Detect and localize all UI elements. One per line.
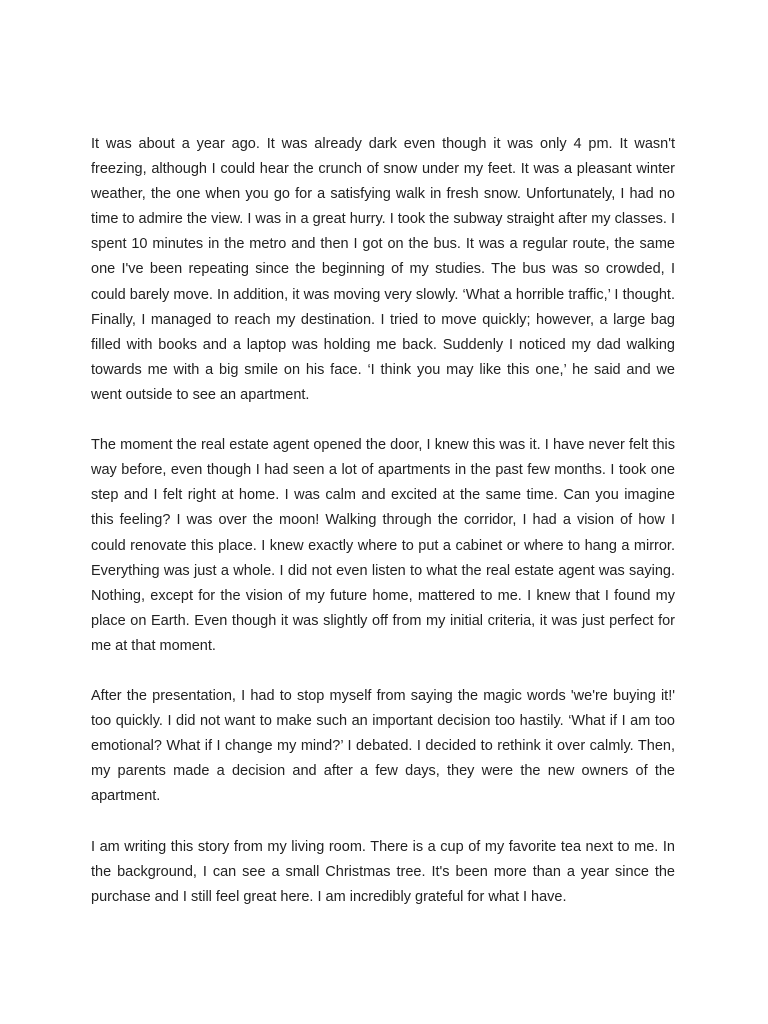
document-body bbox=[91, 132, 675, 910]
paragraph-1: It was about a year ago. It was already dark even though it was only 4 pm. It wasn't freezing, although I could hear the crunch of snow under my feet. It was a pleasant winter weather, the one when you go for a satisfying walk in fresh snow. Unfortunately, I had no time to admire the view. I was in a great hurry. I took the subway straight after my classes. I spent 10 minutes in the metro and then I got on the bus. It was a regular route, the same one I've been repeating since the beginning of my studies. The bus was so crowded, I could barely move. In addition, it was moving very slowly. ‘What a horrible traffic,’ I thought. Finally, I managed to reach my destination. I tried to move quickly; however, a large bag filled with books and a laptop was holding me back. Suddenly I noticed my dad walking towards me with a big smile on his face. ‘I think you may like this one,’ he said and we went outside to see an apartment. bbox=[91, 136, 676, 403]
paragraph-3: After the presentation, I had to stop myself from saying the magic words 'we're buying it!' too quickly. I did not want to make such an important decision too hastily. ‘What if I am too emotional? What if I change my mind?’ I debated. I decided to rethink it over calmly. Then, my parents made a decision and after a few days, they were the new owners of the apartment. bbox=[91, 688, 675, 805]
paragraph-4: I am writing this story from my living room. There is a cup of my favorite tea next to me. In the background, I can see a small Christmas tree. It's been more than a year since the purchase and I still feel great here. I am incredibly grateful for what I have. bbox=[91, 838, 675, 905]
paragraph-2: The moment the real estate agent opened the door, I knew this was it. I have never felt this way before, even though I had seen a lot of apartments in the past few months. I took one step and I felt right at home. I was calm and excited at the same time. Can you imagine this feeling? I was over the moon! Walking through the corridor, I had a vision of how I could renovate this place. I knew exactly where to put a cabinet or where to hang a mirror. Everything was just a whole. I did not even listen to what the real estate agent was saying. Nothing, except for the vision of my future home, mattered to me. I knew that I found my place on Earth. Even though it was slightly off from my initial criteria, it was just perfect for me at that moment. bbox=[91, 437, 675, 654]
